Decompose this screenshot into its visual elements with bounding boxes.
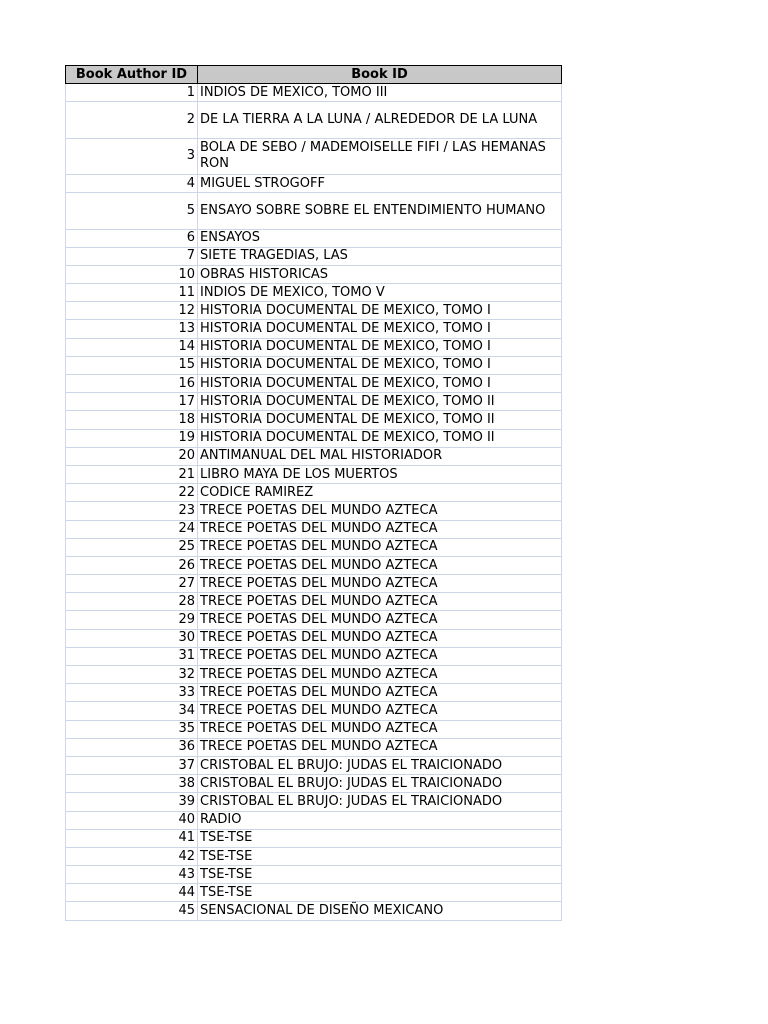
table-row [66,556,562,574]
book-title-cell[interactable]: HISTORIA DOCUMENTAL DE MEXICO, TOMO II [198,393,562,411]
author-id-cell[interactable]: 33 [66,684,198,702]
book-title-cell[interactable]: DE LA TIERRA A LA LUNA / ALREDEDOR DE LA LUNA [198,102,562,138]
header-book-id[interactable]: Book ID [198,66,562,84]
author-id-cell[interactable]: 13 [66,320,198,338]
table-row [66,356,562,374]
table-row [66,538,562,556]
table-row [66,520,562,538]
author-id-cell[interactable]: 7 [66,247,198,265]
header-row [66,66,562,84]
table-row [66,375,562,393]
table-row [66,666,562,684]
table-row [66,102,562,138]
author-id-cell[interactable]: 16 [66,375,198,393]
author-id-cell[interactable]: 45 [66,902,198,920]
author-id-cell[interactable]: 20 [66,447,198,465]
author-id-cell[interactable]: 42 [66,847,198,865]
author-id-cell[interactable]: 17 [66,393,198,411]
author-id-cell[interactable]: 36 [66,738,198,756]
author-id-cell[interactable]: 30 [66,629,198,647]
table-row [66,502,562,520]
table-row [66,611,562,629]
author-id-cell[interactable]: 22 [66,484,198,502]
table-row [66,884,562,902]
book-title-cell[interactable]: TSE-TSE [198,866,562,884]
table-row [66,593,562,611]
book-title-cell[interactable]: HISTORIA DOCUMENTAL DE MEXICO, TOMO II [198,429,562,447]
book-title-cell[interactable]: TSE-TSE [198,847,562,865]
header-book-author-id[interactable]: Book Author ID [66,66,198,84]
author-id-cell[interactable]: 40 [66,811,198,829]
author-id-cell[interactable]: 15 [66,356,198,374]
table-row [66,229,562,247]
book-title-cell[interactable]: HISTORIA DOCUMENTAL DE MEXICO, TOMO I [198,338,562,356]
table-row [66,193,562,229]
author-id-cell[interactable]: 32 [66,666,198,684]
table-row [66,302,562,320]
table-row [66,575,562,593]
table-row [66,429,562,447]
author-id-cell[interactable]: 34 [66,702,198,720]
author-id-cell[interactable]: 23 [66,502,198,520]
author-id-cell[interactable]: 18 [66,411,198,429]
book-author-table [65,65,562,921]
book-title-cell[interactable]: TRECE POETAS DEL MUNDO AZTECA [198,502,562,520]
author-id-cell[interactable]: 31 [66,647,198,665]
book-title-cell[interactable]: SENSACIONAL DE DISEÑO MEXICANO [198,902,562,920]
table-row [66,247,562,265]
table-body [66,84,562,921]
table-row [66,684,562,702]
table-row [66,338,562,356]
author-id-cell[interactable]: 27 [66,575,198,593]
table-row [66,465,562,483]
author-id-cell[interactable]: 10 [66,265,198,283]
book-title-cell[interactable]: HISTORIA DOCUMENTAL DE MEXICO, TOMO I [198,302,562,320]
table-row [66,756,562,774]
author-id-cell[interactable]: 3 [66,138,198,174]
author-id-cell[interactable]: 12 [66,302,198,320]
book-title-cell[interactable]: CRISTOBAL EL BRUJO: JUDAS EL TRAICIONADO [198,793,562,811]
book-title-cell[interactable]: TRECE POETAS DEL MUNDO AZTECA [198,538,562,556]
table-row [66,902,562,920]
table-row [66,738,562,756]
book-title-cell[interactable]: HISTORIA DOCUMENTAL DE MEXICO, TOMO I [198,320,562,338]
author-id-cell[interactable]: 26 [66,556,198,574]
table-row [66,829,562,847]
table-row [66,847,562,865]
book-title-cell[interactable]: MIGUEL STROGOFF [198,174,562,192]
book-title-cell[interactable]: ANTIMANUAL DEL MAL HISTORIADOR [198,447,562,465]
table-row [66,775,562,793]
table-row [66,720,562,738]
author-id-cell[interactable]: 43 [66,866,198,884]
table-row [66,411,562,429]
book-title-cell[interactable]: OBRAS HISTORICAS [198,265,562,283]
book-title-cell[interactable]: TRECE POETAS DEL MUNDO AZTECA [198,556,562,574]
author-id-cell[interactable]: 6 [66,229,198,247]
author-id-cell[interactable]: 29 [66,611,198,629]
table-row [66,447,562,465]
author-id-cell[interactable]: 38 [66,775,198,793]
table-row [66,811,562,829]
book-title-cell[interactable]: INDIOS DE MEXICO, TOMO III [198,84,562,102]
author-id-cell[interactable]: 11 [66,284,198,302]
book-title-cell[interactable]: CRISTOBAL EL BRUJO: JUDAS EL TRAICIONADO [198,756,562,774]
book-title-cell[interactable]: TRECE POETAS DEL MUNDO AZTECA [198,720,562,738]
table-row [66,866,562,884]
author-id-cell[interactable]: 19 [66,429,198,447]
book-title-cell[interactable]: RADIO [198,811,562,829]
table-row [66,702,562,720]
book-title-cell[interactable]: CRISTOBAL EL BRUJO: JUDAS EL TRAICIONADO [198,775,562,793]
author-id-cell[interactable]: 39 [66,793,198,811]
table-row [66,320,562,338]
table-row [66,265,562,283]
author-id-cell[interactable]: 37 [66,756,198,774]
book-title-cell[interactable]: TRECE POETAS DEL MUNDO AZTECA [198,575,562,593]
author-id-cell[interactable]: 1 [66,84,198,102]
book-title-cell[interactable]: TRECE POETAS DEL MUNDO AZTECA [198,702,562,720]
author-id-cell[interactable]: 4 [66,174,198,192]
book-title-cell[interactable]: TRECE POETAS DEL MUNDO AZTECA [198,593,562,611]
book-title-cell[interactable]: TSE-TSE [198,884,562,902]
book-title-cell[interactable]: TRECE POETAS DEL MUNDO AZTECA [198,738,562,756]
book-title-cell[interactable]: TSE-TSE [198,829,562,847]
author-id-cell[interactable]: 14 [66,338,198,356]
book-title-cell[interactable]: BOLA DE SEBO / MADEMOISELLE FIFI / LAS HEMANAS RON [198,138,562,174]
book-title-cell[interactable]: INDIOS DE MEXICO, TOMO V [198,284,562,302]
book-title-cell[interactable]: HISTORIA DOCUMENTAL DE MEXICO, TOMO I [198,375,562,393]
table-row [66,138,562,174]
author-id-cell[interactable]: 44 [66,884,198,902]
author-id-cell[interactable]: 21 [66,465,198,483]
table-row [66,629,562,647]
author-id-cell[interactable]: 41 [66,829,198,847]
book-title-cell[interactable]: TRECE POETAS DEL MUNDO AZTECA [198,629,562,647]
book-title-cell[interactable]: ENSAYOS [198,229,562,247]
book-title-cell[interactable]: ENSAYO SOBRE SOBRE EL ENTENDIMIENTO HUMANO [198,193,562,229]
book-title-cell[interactable]: HISTORIA DOCUMENTAL DE MEXICO, TOMO I [198,356,562,374]
book-title-cell[interactable]: LIBRO MAYA DE LOS MUERTOS [198,465,562,483]
book-title-cell[interactable]: SIETE TRAGEDIAS, LAS [198,247,562,265]
book-title-cell[interactable]: HISTORIA DOCUMENTAL DE MEXICO, TOMO II [198,411,562,429]
author-id-cell[interactable]: 25 [66,538,198,556]
author-id-cell[interactable]: 5 [66,193,198,229]
author-id-cell[interactable]: 2 [66,102,198,138]
table-row [66,793,562,811]
author-id-cell[interactable]: 24 [66,520,198,538]
table-row [66,284,562,302]
book-title-cell[interactable]: TRECE POETAS DEL MUNDO AZTECA [198,666,562,684]
book-title-cell[interactable]: TRECE POETAS DEL MUNDO AZTECA [198,520,562,538]
book-title-cell[interactable]: CODICE RAMIREZ [198,484,562,502]
table-row [66,647,562,665]
spreadsheet [65,65,561,921]
book-title-cell[interactable]: TRECE POETAS DEL MUNDO AZTECA [198,684,562,702]
book-title-cell[interactable]: TRECE POETAS DEL MUNDO AZTECA [198,611,562,629]
book-title-cell[interactable]: TRECE POETAS DEL MUNDO AZTECA [198,647,562,665]
author-id-cell[interactable]: 28 [66,593,198,611]
author-id-cell[interactable]: 35 [66,720,198,738]
table-row [66,84,562,102]
table-row [66,174,562,192]
table-row [66,484,562,502]
table-row [66,393,562,411]
